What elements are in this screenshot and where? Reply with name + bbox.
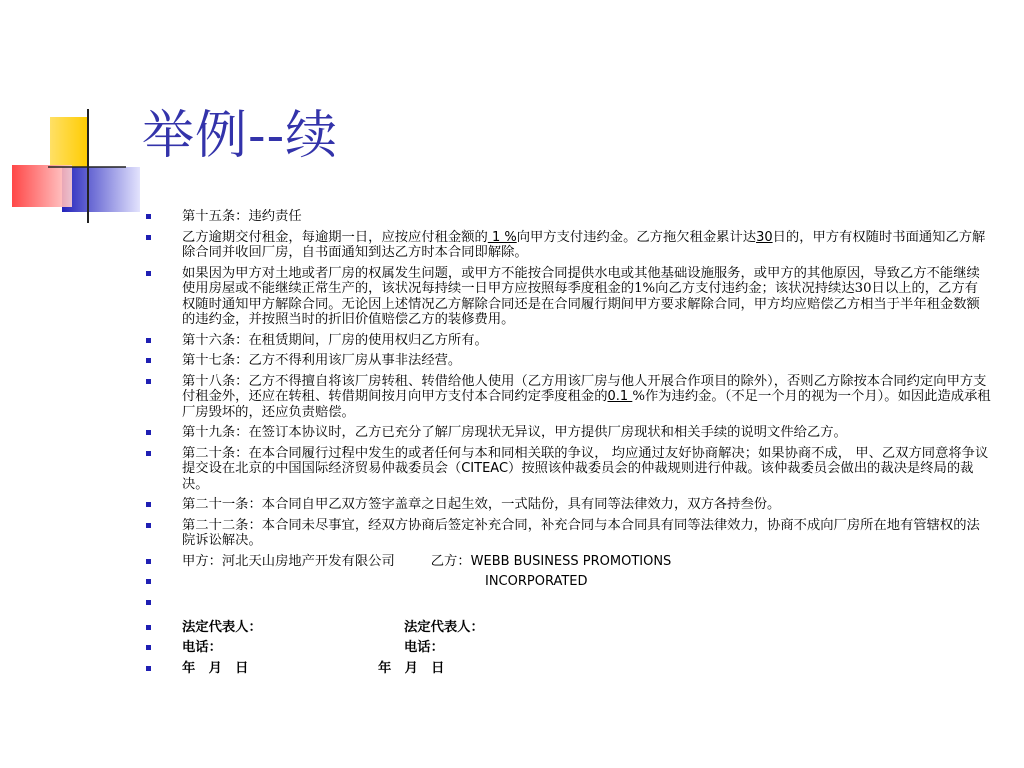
clause-text: 向甲方支付违约金。乙方拖欠租金累计达 <box>516 229 757 245</box>
clause-text: 第十六条：在租赁期间，厂房的使用权归乙方所有。 <box>182 332 488 348</box>
days-value: 30 <box>756 229 773 245</box>
bullet-icon <box>146 338 151 343</box>
clause-text: ）按照该仲裁委员会的仲裁规则进行仲裁。该仲裁委员会做出的裁决是终局的裁决。 <box>182 461 974 492</box>
list-item <box>146 640 991 656</box>
list-item <box>146 446 991 493</box>
list-item <box>146 518 991 549</box>
bullet-icon <box>146 579 151 584</box>
bullet-icon <box>146 559 151 564</box>
clause-text: 第十五条：违约责任 <box>182 209 302 224</box>
list-item <box>146 209 991 225</box>
bullet-icon <box>146 600 151 605</box>
clause-text: 如果因为甲方对土地或者厂房的权属发生问题，或甲方不能按合同提供水电或其他基础设施服务，或甲方的其他原因，导致乙方不能继续使用房屋或不能继续正常生产的，该状况每持续一日甲方应按照每季度租金的1%向乙方支付违约金；该状况持续达30日以上的，乙方有权随时通知甲方解除合同。无论因上述情况乙方解除合同还是在合同履行期间甲方要求解除合同，甲方均应赔偿乙方相当于半年租金数额的违约金，并按照当时的折旧价值赔偿乙方的装修费用。 <box>182 265 980 327</box>
list-item <box>146 595 991 615</box>
bullet-icon <box>146 451 151 456</box>
list-item <box>146 425 991 441</box>
bullet-icon <box>146 358 151 363</box>
corner-decoration <box>0 95 140 235</box>
clause-list <box>146 209 991 681</box>
clause-text: 第二十二条：本合同未尽事宜，经双方协商后签定补充合同，补充合同与本合同具有同等法律效力，协商不成向厂房所在地有管辖权的法院诉讼解决。 <box>182 517 980 548</box>
list-item <box>146 333 991 349</box>
bullet-icon <box>146 625 151 630</box>
phone-b: 电话： <box>404 640 444 655</box>
date-b: 年 月 日 <box>378 660 445 676</box>
bullet-icon <box>146 430 151 435</box>
clause-text: %作为违约金。（不足一个月的视为一个月）。如因此造成承租厂房毁坏的，还应负责赔偿。 <box>182 389 991 420</box>
list-item <box>146 554 991 570</box>
list-item <box>146 620 991 636</box>
phone-a: 电话： <box>182 640 222 655</box>
bullet-icon <box>146 271 151 276</box>
page-title: 举例--续 <box>142 106 339 166</box>
date-a: 年 月 日 <box>182 660 249 676</box>
corner-decoration-graphic <box>0 95 140 235</box>
party-a: 甲方：河北天山房地产开发有限公司 <box>182 553 395 569</box>
clause-text: 日的，甲方有权随时书面通知乙方解除合同并收回厂房，自书面通知到达乙方时本合同即解除。 <box>182 229 986 260</box>
arbitration-abbrev: CITEAC <box>461 461 509 476</box>
bullet-icon <box>146 523 151 528</box>
rate-value: 1 % <box>487 229 517 245</box>
bullet-icon <box>146 235 151 240</box>
clause-text: 乙方逾期交付租金，每逾期一日，应按应付租金额的 <box>182 229 488 245</box>
list-item <box>146 661 991 677</box>
party-b-name: WEBB BUSINESS PROMOTIONS <box>470 553 672 569</box>
legal-rep-b: 法定代表人： <box>404 619 484 635</box>
party-b-name-cont: INCORPORATED <box>485 574 588 589</box>
bullet-icon <box>146 214 151 219</box>
rate-value: 0.1 <box>607 389 633 404</box>
clause-text: 第二十条：在本合同履行过程中发生的或者任何与本和同相关联的争议， 均应通过友好协商解决；如果协商不成， 甲、乙双方同意将争议提交设在北京的中国国际经济贸易仲裁委员会（ <box>182 445 989 476</box>
list-item <box>146 230 991 261</box>
clause-text: 第十八条：乙方不得擅自将该厂房转租、转借给他人使用（乙方用该厂房与他人开展合作项目的除外），否则乙方除按本合同约定向甲方支付租金外，还应在转租、转借期间按月向甲方支付本合同约定季度租金的 <box>182 373 987 404</box>
list-item <box>146 574 991 590</box>
list-item <box>146 266 991 328</box>
clause-text: 第十七条：乙方不得利用该厂房从事非法经营。 <box>182 353 462 368</box>
bullet-icon <box>146 666 151 671</box>
bullet-icon <box>146 645 151 650</box>
clause-text: 第二十一条：本合同自甲乙双方签字盖章之日起生效，一式陆份，具有同等法律效力，双方各持叁份。 <box>182 497 781 512</box>
legal-rep-a: 法定代表人： <box>182 619 262 635</box>
clause-text: 第十九条：在签订本协议时，乙方已充分了解厂房现状无异议，甲方提供厂房现状和相关手续的说明文件给乙方。 <box>182 425 847 440</box>
bullet-icon <box>146 502 151 507</box>
list-item <box>146 353 991 369</box>
party-b-label: 乙方： <box>430 553 471 569</box>
list-item <box>146 497 991 513</box>
bullet-icon <box>146 379 151 384</box>
list-item <box>146 374 991 421</box>
